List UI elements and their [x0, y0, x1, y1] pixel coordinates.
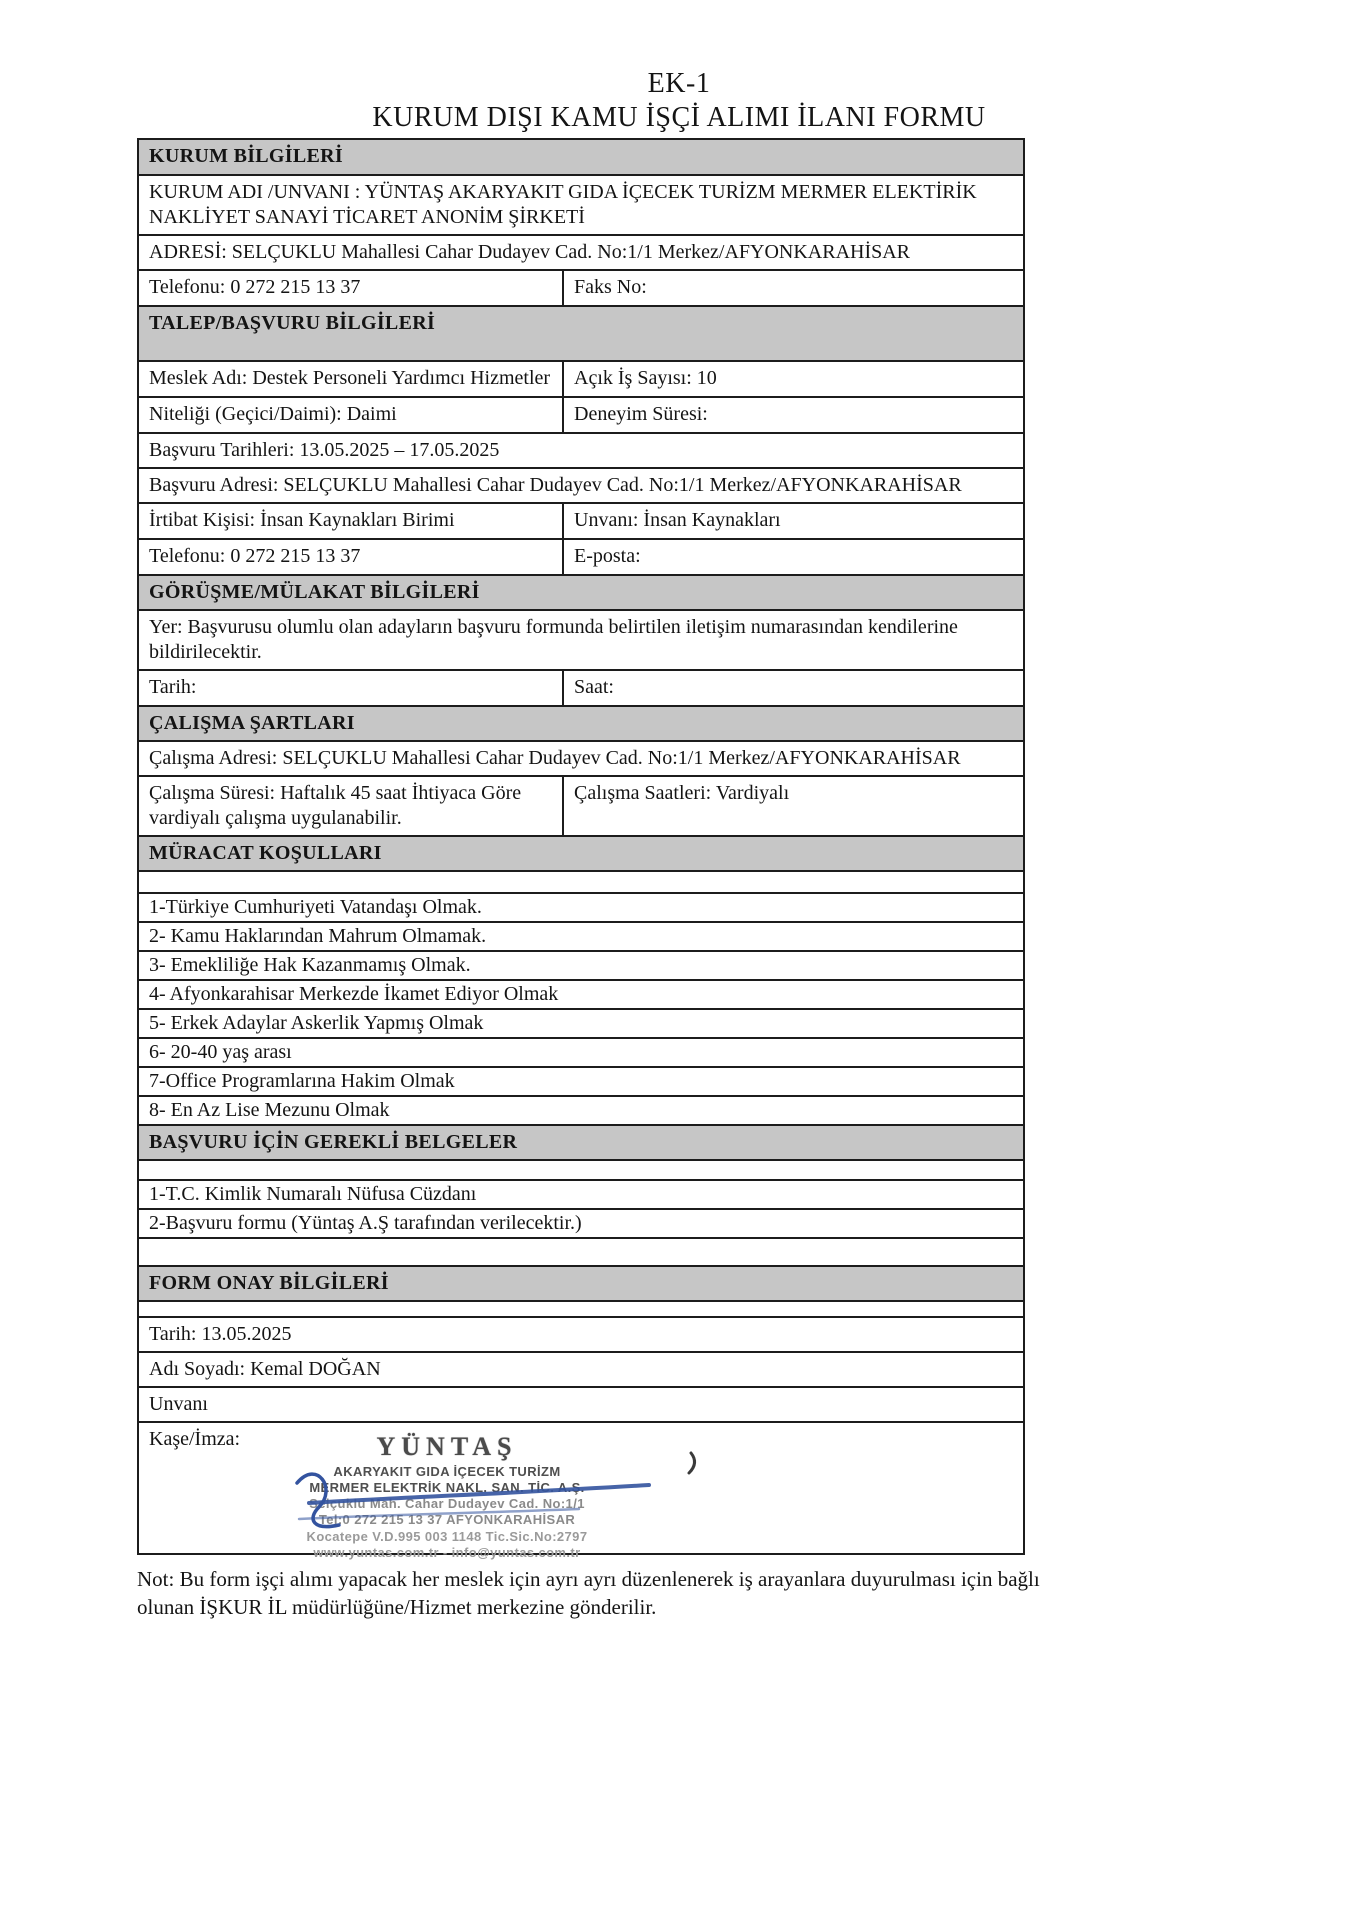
company-stamp — [227, 1431, 667, 1561]
spacer-row — [139, 870, 1023, 892]
muracat-item-3: 3- Emekliliğe Hak Kazanmamış Olmak. — [139, 950, 1023, 979]
row-telefon-eposta — [139, 538, 1023, 574]
section-header-gorusme-mulakat: GÖRÜŞME/MÜLAKAT BİLGİLERİ — [139, 574, 1023, 609]
field-kurum-adi: KURUM ADI /UNVANI : YÜNTAŞ AKARYAKIT GIDA İÇECEK TURİZM MERMER ELEKTİRİK NAKLİYET SANAYİ TİCARET ANONİM ŞİRKETİ — [139, 174, 1023, 234]
field-meslek-adi: Meslek Adı: Destek Personeli Yardımcı Hizmetler — [149, 367, 551, 389]
field-telefonu: Telefonu: 0 272 215 13 37 — [149, 276, 361, 298]
form-titles — [0, 0, 1358, 134]
muracat-item-8: 8- En Az Lise Mezunu Olmak — [139, 1095, 1023, 1124]
stamp-line-3: Selçuklu Mah. Cahar Dudayev Cad. No:1/1 — [309, 1496, 585, 1511]
row-kase-imza — [139, 1421, 1023, 1560]
row-calisma-suresi-saatleri — [139, 775, 1023, 835]
field-deneyim-suresi: Deneyim Süresi: — [562, 398, 1023, 432]
field-eposta: E-posta: — [562, 540, 1023, 574]
field-acik-is-sayisi: Açık İş Sayısı: 10 — [562, 362, 1023, 396]
spacer-row — [139, 1300, 1023, 1316]
stamp-line-5: Kocatepe V.D.995 003 1148 Tic.Sic.No:2797 — [306, 1528, 588, 1544]
spacer-row — [139, 1237, 1023, 1265]
field-basvuru-adresi: Başvuru Adresi: SELÇUKLU Mahallesi Cahar Dudayev Cad. No:1/1 Merkez/AFYONKARAHİSAR — [139, 467, 1023, 502]
field-calisma-suresi: Çalışma Süresi: Haftalık 45 saat İhtiyaca Göre vardiyalı çalışma uygulanabilir. — [149, 782, 522, 829]
stamp-line-6: www.yuntas.com.tr - info@yuntas.com.tr — [313, 1544, 581, 1560]
field-saat: Saat: — [562, 671, 1023, 705]
field-calisma-saatleri: Çalışma Saatleri: Vardiyalı — [562, 777, 1023, 835]
stamp-line-2: MERMER ELEKTRİK NAKL. SAN. TİC. A.Ş. — [309, 1479, 585, 1495]
muracat-item-7: 7-Office Programlarına Hakim Olmak — [139, 1066, 1023, 1095]
stamp-company-name: YÜNTAŞ — [376, 1432, 518, 1461]
muracat-item-6: 6- 20-40 yaş arası — [139, 1037, 1023, 1066]
section-header-form-onay: FORM ONAY BİLGİLERİ — [139, 1265, 1023, 1300]
field-onay-unvani: Unvanı — [139, 1386, 1023, 1421]
form-table — [137, 138, 1025, 1560]
row-telefon-faks — [139, 269, 1023, 305]
section-header-muracat-kosullari: MÜRACAT KOŞULLARI — [139, 835, 1023, 870]
belge-item-1: 1-T.C. Kimlik Numaralı Nüfusa Cüzdanı — [139, 1179, 1023, 1208]
field-adi-soyadi: Adı Soyadı: Kemal DOĞAN — [139, 1351, 1023, 1386]
field-faks-no: Faks No: — [562, 271, 1023, 305]
spacer-row — [139, 1159, 1023, 1179]
field-telefonu-2: Telefonu: 0 272 215 13 37 — [149, 545, 361, 567]
muracat-item-1: 1-Türkiye Cumhuriyeti Vatandaşı Olmak. — [139, 892, 1023, 921]
stamp-line-4: Tel:0 272 215 13 37 AFYONKARAHİSAR — [318, 1512, 576, 1528]
row-irtibat-unvani — [139, 502, 1023, 538]
belge-item-2: 2-Başvuru formu (Yüntaş A.Ş tarafından verilecektir.) — [139, 1208, 1023, 1237]
section-header-gerekli-belgeler: BAŞVURU İÇİN GEREKLİ BELGELER — [139, 1124, 1023, 1159]
muracat-item-5: 5- Erkek Adaylar Askerlik Yapmış Olmak — [139, 1008, 1023, 1037]
muracat-item-2: 2- Kamu Haklarından Mahrum Olmamak. — [139, 921, 1023, 950]
stamp-line-1: AKARYAKIT GIDA İÇECEK TURİZM — [333, 1463, 561, 1479]
field-basvuru-tarihleri: Başvuru Tarihleri: 13.05.2025 – 17.05.2025 — [139, 432, 1023, 467]
section-header-calisma-sartlari: ÇALIŞMA ŞARTLARI — [139, 705, 1023, 740]
field-tarih: Tarih: — [149, 676, 197, 698]
field-niteligi: Niteliği (Geçici/Daimi): Daimi — [149, 403, 397, 425]
row-tarih-saat — [139, 669, 1023, 705]
footer-note: Not: Bu form işçi alımı yapacak her meslek için ayrı ayrı düzenlenerek iş arayanlara duyurulması için bağlı olunan İŞKUR İL müdürlüğüne/Hizmet merkezine gönderilir. — [137, 1567, 1040, 1620]
field-kase-imza-label: Kaşe/İmza: — [149, 1428, 241, 1450]
section-header-kurum-bilgileri: KURUM BİLGİLERİ — [139, 140, 1023, 174]
form-code: EK-1 — [647, 68, 711, 99]
page-title: KURUM DIŞI KAMU İŞÇİ ALIMI İLANI FORMU — [372, 102, 986, 133]
field-adresi: ADRESİ: SELÇUKLU Mahallesi Cahar Dudayev Cad. No:1/1 Merkez/AFYONKARAHİSAR — [139, 234, 1023, 269]
section-header-talep-basvuru: TALEP/BAŞVURU BİLGİLERİ — [139, 305, 1023, 360]
row-meslek-acikis — [139, 360, 1023, 396]
field-irtibat-kisisi: İrtibat Kişisi: İnsan Kaynakları Birimi — [149, 509, 455, 531]
field-unvani: Unvanı: İnsan Kaynakları — [562, 504, 1023, 538]
field-calisma-adresi: Çalışma Adresi: SELÇUKLU Mahallesi Cahar Dudayev Cad. No:1/1 Merkez/AFYONKARAHİSAR — [139, 740, 1023, 775]
muracat-item-4: 4- Afyonkarahisar Merkezde İkamet Ediyor Olmak — [139, 979, 1023, 1008]
field-onay-tarih: Tarih: 13.05.2025 — [139, 1316, 1023, 1351]
field-yer: Yer: Başvurusu olumlu olan adayların başvuru formunda belirtilen iletişim numarasından kendilerine bildirilecektir. — [139, 609, 1023, 669]
row-niteligi-deneyim — [139, 396, 1023, 432]
